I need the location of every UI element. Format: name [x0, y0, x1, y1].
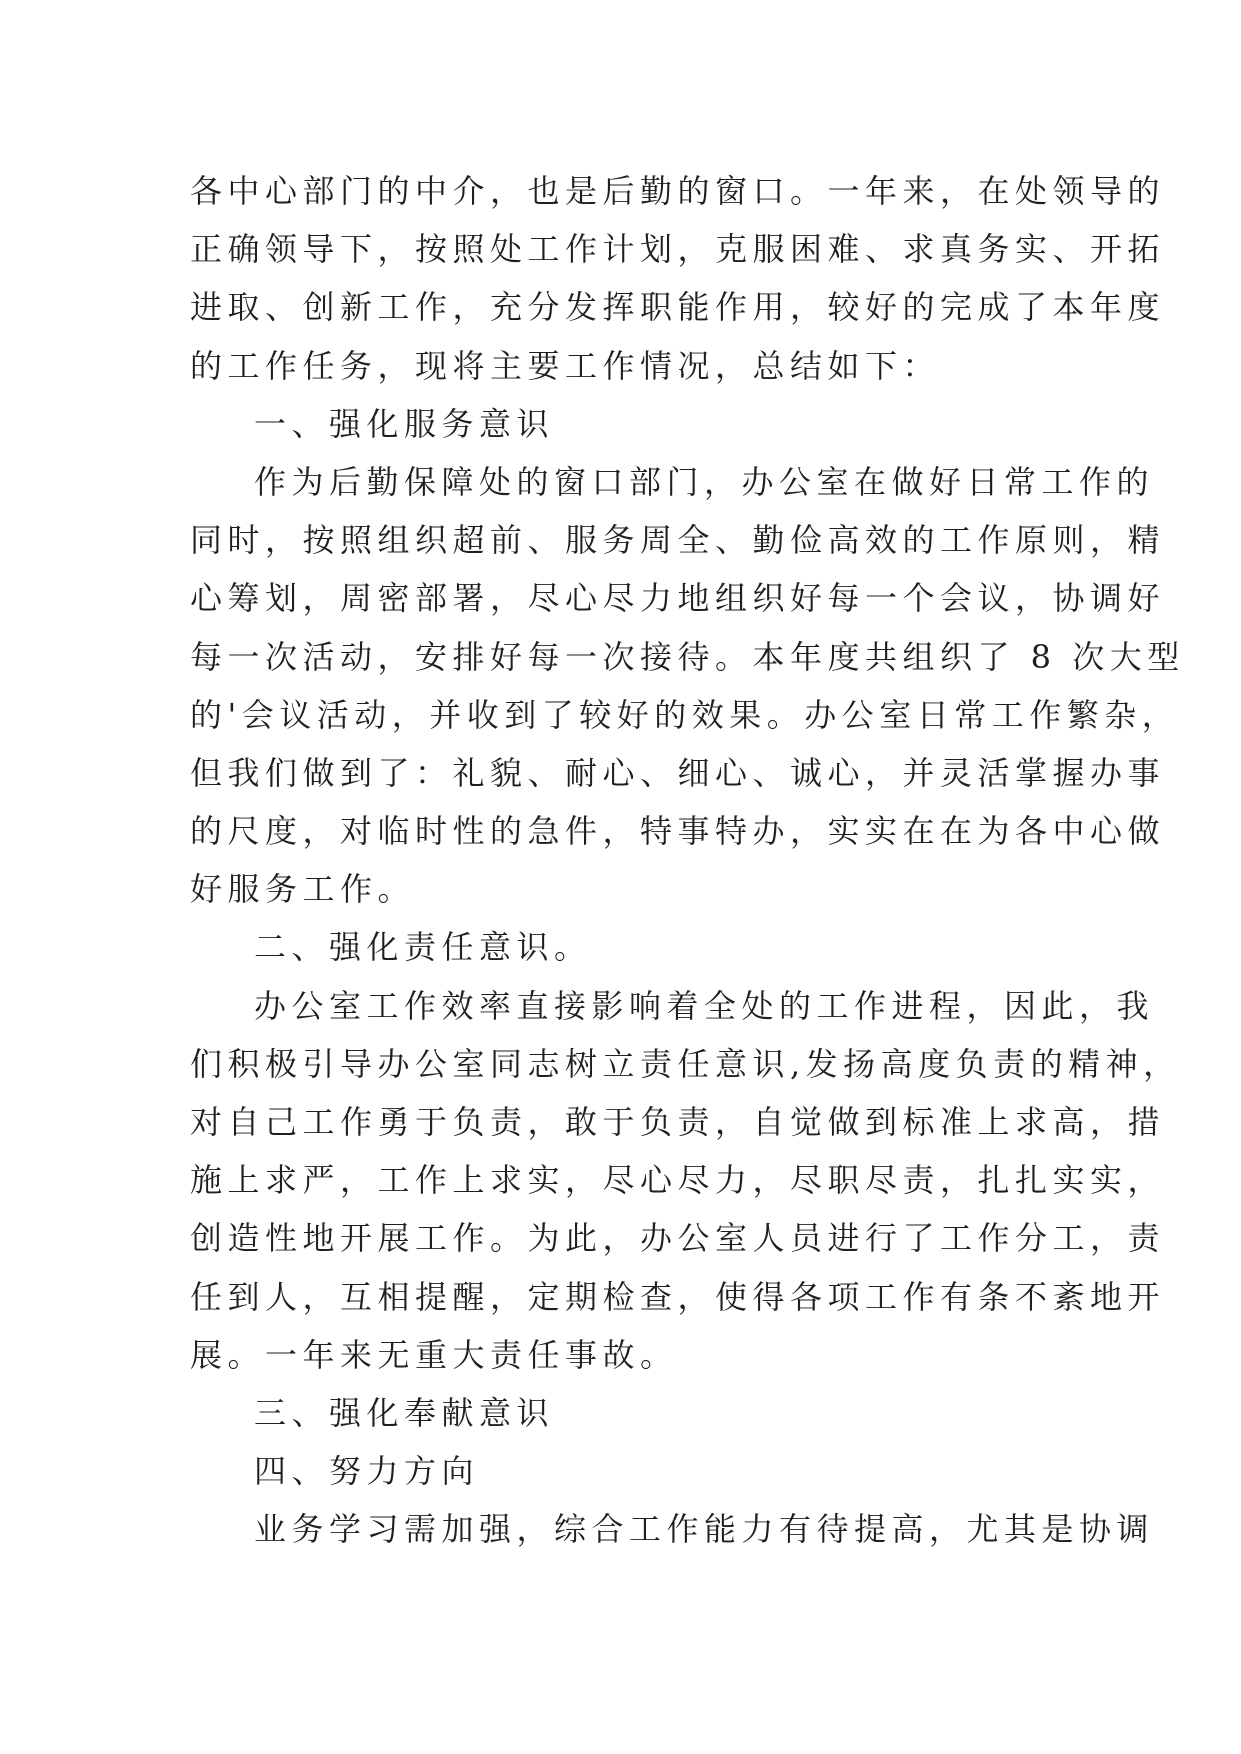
body-line: 的工作任务，现将主要工作情况，总结如下：	[190, 346, 941, 385]
body-line: 各中心部门的中介，也是后勤的窗口。一年来，在处领导的	[190, 172, 1166, 210]
body-line: 办公室工作效率直接影响着全处的工作进程，因此，我	[254, 986, 1155, 1025]
body-line: 同时，按照组织超前、服务周全、勤俭高效的工作原则，精	[190, 521, 1166, 560]
section-heading-dedication: 三、强化奉献意识	[254, 1393, 555, 1432]
body-line: 进取、创新工作，充分发挥职能作用，较好的完成了本年度	[190, 288, 1166, 327]
body-line: 心筹划，周密部署，尽心尽力地组织好每一个会议，协调好	[190, 579, 1166, 618]
body-line: 但我们做到了：礼貌、耐心、细心、诚心，并灵活掌握办事	[190, 753, 1166, 792]
body-line: 正确领导下，按照处工作计划，克服困难、求真务实、开拓	[190, 230, 1166, 269]
body-line: 创造性地开展工作。为此，办公室人员进行了工作分工，责	[190, 1219, 1166, 1258]
section-heading-direction: 四、努力方向	[254, 1452, 480, 1491]
body-line: 们积极引导办公室同志树立责任意识,发扬高度负责的精神，	[190, 1044, 1181, 1083]
document-body	[190, 162, 1185, 1559]
body-line: 对自己工作勇于负责，敢于负责，自觉做到标准上求高，措	[190, 1103, 1166, 1141]
body-line: 每一次活动，安排好每一次接待。本年度共组织了 8 次大型	[190, 637, 1185, 676]
body-line: 的尺度，对临时性的急件，特事特办，实实在在为各中心做	[190, 812, 1166, 851]
body-line: 好服务工作。	[190, 870, 416, 909]
section-heading-service: 一、强化服务意识	[254, 404, 555, 443]
body-line: 施上求严，工作上求实，尽心尽力，尽职尽责，扎扎实实，	[190, 1161, 1166, 1200]
body-line: 任到人，互相提醒，定期检查，使得各项工作有条不紊地开	[190, 1277, 1166, 1316]
body-line: 作为后勤保障处的窗口部门，办公室在做好日常工作的	[254, 462, 1155, 501]
body-line: 展。一年来无重大责任事故。	[190, 1335, 678, 1374]
body-line: 的'会议活动，并收到了较好的效果。办公室日常工作繁杂，	[190, 695, 1180, 734]
body-line: 业务学习需加强，综合工作能力有待提高，尤其是协调	[254, 1510, 1155, 1549]
section-heading-responsibility: 二、强化责任意识。	[254, 928, 592, 967]
